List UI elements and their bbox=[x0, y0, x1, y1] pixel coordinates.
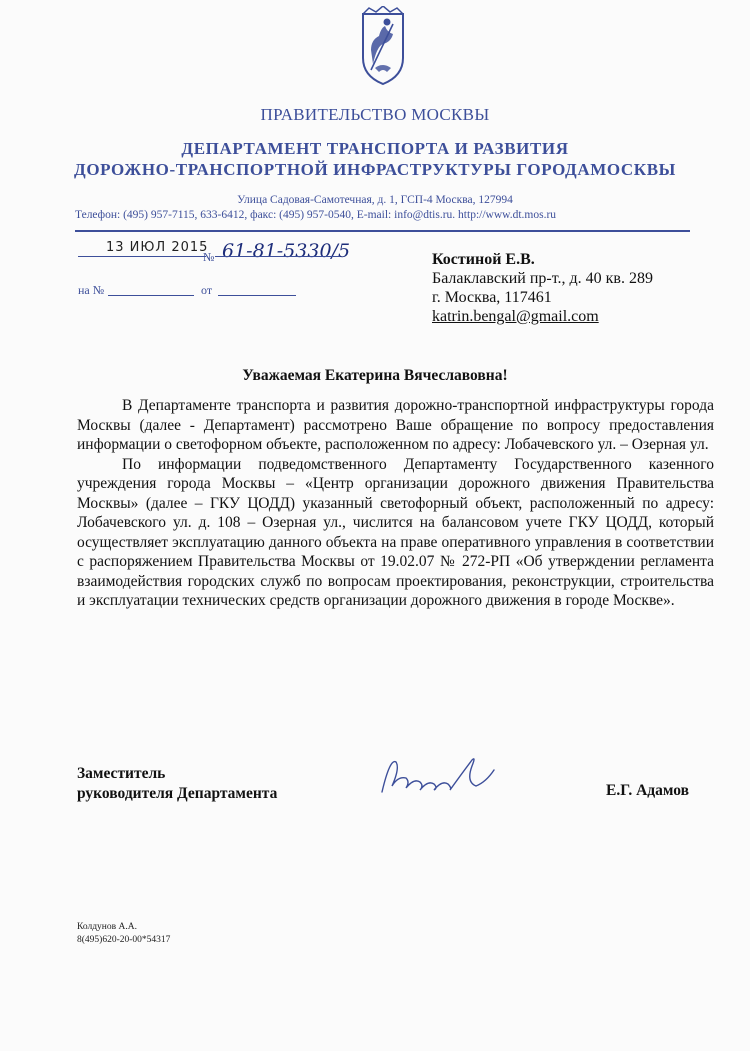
moscow-coat-of-arms-icon bbox=[357, 6, 409, 86]
letter-greeting: Уважаемая Екатерина Вячеславовна! bbox=[242, 367, 508, 384]
executor-name: Колдунов А.А. bbox=[77, 922, 137, 932]
department-contacts: Телефон: (495) 957-7115, 633-6412, факс: (495) 957-0540, E-mail: info@dtis.ru. http://www.dt.mos.ru bbox=[75, 209, 557, 221]
signer-position bbox=[77, 764, 277, 803]
outgoing-number-handwritten: 61-81-5330/5 bbox=[222, 240, 351, 262]
signer-position-line1: Заместитель bbox=[77, 765, 166, 782]
recipient-address-line1: Балаклавский пр-т., д. 40 кв. 289 bbox=[432, 270, 653, 287]
government-title: ПРАВИТЕЛЬСТВО МОСКВЫ bbox=[260, 105, 490, 124]
handwritten-signature-icon bbox=[376, 752, 501, 802]
letterhead-divider bbox=[75, 230, 690, 232]
reference-underline bbox=[108, 295, 194, 296]
executor-phone: 8(495)620-20-00*54317 bbox=[77, 935, 171, 945]
date-underline bbox=[78, 256, 206, 257]
date-stamp: 13 ИЮЛ 2015 bbox=[106, 240, 209, 255]
number-underline bbox=[215, 256, 340, 257]
letter-body bbox=[77, 396, 714, 611]
number-label: № bbox=[203, 250, 215, 264]
executor-info bbox=[77, 921, 170, 947]
department-address: Улица Садовая-Самотечная, д. 1, ГСП-4 Москва, 127994 bbox=[237, 194, 513, 206]
signer-position-line2: руководителя Департамента bbox=[77, 784, 278, 802]
letter-paragraph-2: По информации подведомственного Департаменту Государственного казенного учреждения города Москвы – «Центр организации дорожного движения Правительства Москвы» (далее – ГКУ ЦОДД) указанный светофорный объект, расположенный по адресу: Лобачевского ул. д. 108 – Озерная ул., числится на балансовом учете ГКУ ЦОДД, который осуществляет эксплуатацию данного объекта на праве оперативного управления в соответствии с распоряжением Правительства Москвы от 19.02.07 № 272-РП «Об утверждении регламента взаимодействия городских служб по вопросам проектирования, реконструкции, строительства и эксплуатации технических средств организации дорожного движения в городе Москве». bbox=[77, 455, 714, 609]
department-title-line1: ДЕПАРТАМЕНТ ТРАНСПОРТА И РАЗВИТИЯ bbox=[181, 139, 569, 158]
recipient-email-link[interactable]: katrin.bengal@gmail.com bbox=[432, 308, 599, 325]
recipient-name: Костиной Е.В. bbox=[432, 251, 535, 268]
from-underline bbox=[218, 295, 296, 296]
from-label: от bbox=[201, 283, 213, 297]
signer-name: Е.Г. Адамов bbox=[606, 782, 689, 799]
letter-paragraph-1: В Департаменте транспорта и развития дорожно-транспортной инфраструктуры города Москвы (далее - Департамент) рассмотрено Ваше обращение по вопросу предоставления информации о светофорном объекте, расположенном по адресу: Лобачевского ул. – Озерная ул. bbox=[77, 397, 714, 453]
recipient-block bbox=[432, 250, 653, 326]
reference-label: на № bbox=[78, 283, 105, 297]
recipient-address-line2: г. Москва, 117461 bbox=[432, 289, 552, 306]
department-title-line2: ДОРОЖНО-ТРАНСПОРТНОЙ ИНФРАСТРУКТУРЫ ГОРОДАМОСКВЫ bbox=[74, 160, 676, 179]
